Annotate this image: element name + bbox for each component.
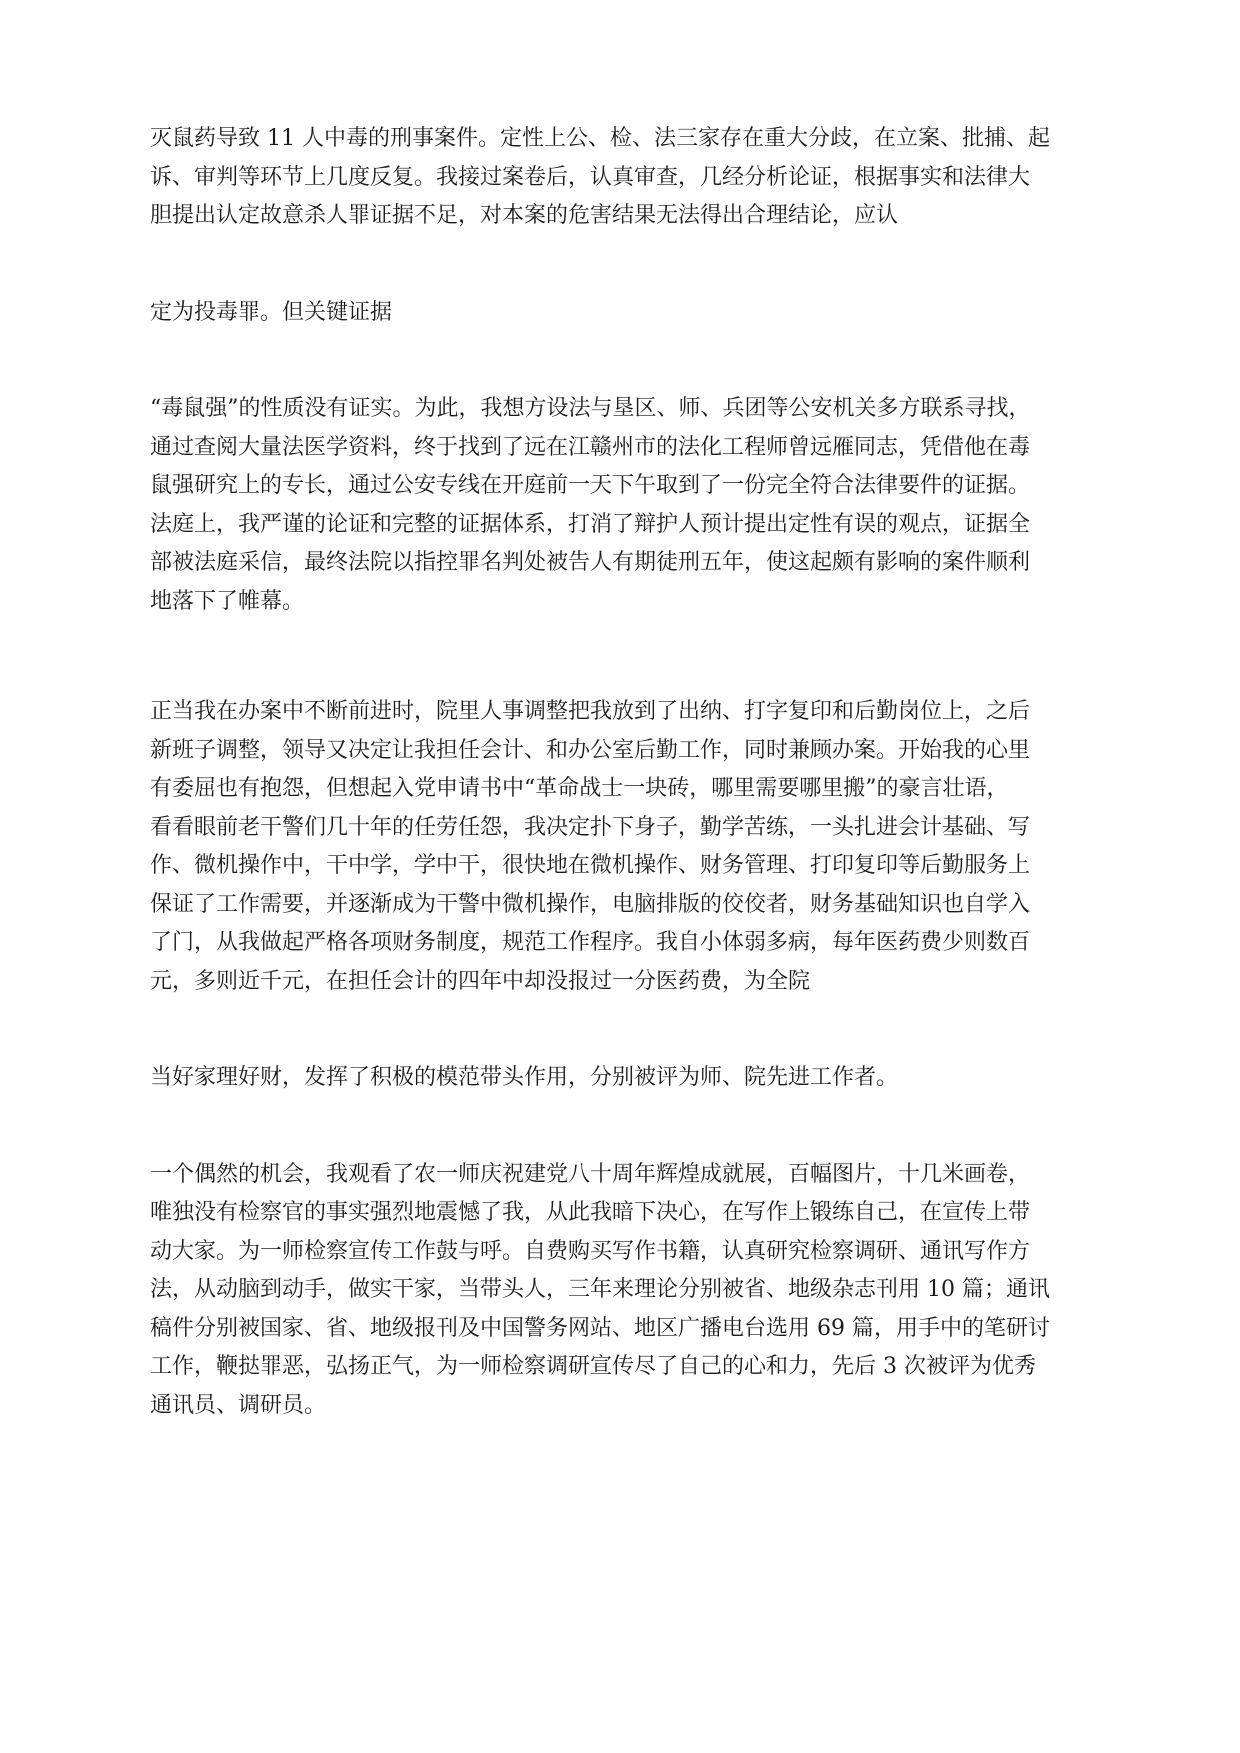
text-line: 法庭上，我严谨的论证和完整的证据体系，打消了辩护人预计提出定性有误的观点，证据全: [150, 511, 1031, 537]
text-line: 定为投毒罪。但关键证据: [150, 299, 393, 325]
text-line: 灭鼠药导致 11 人中毒的刑事案件。定性上公、检、法三家存在重大分歧，在立案、批捕、起: [150, 126, 1050, 151]
text-line: 元，多则近千元，在担任会计的四年中却没报过一分医药费，为全院: [150, 968, 811, 994]
text-line: 新班子调整，领导又决定让我担任会计、和办公室后勤工作，同时兼顾办案。开始我的心里: [150, 737, 1031, 763]
paragraph-3: [150, 390, 1110, 621]
text-line: 保证了工作需要，并逐渐成为干警中微机操作，电脑排版的佼佼者，财务基础知识也自学入: [150, 891, 1031, 917]
text-line: 一个偶然的机会，我观看了农一师庆祝建党八十周年辉煌成就展，百幅图片，十几米画卷，: [150, 1161, 1031, 1187]
text-line: 作、微机操作中，干中学，学中干，很快地在微机操作、财务管理、打印复印等后勤服务上: [150, 853, 1031, 878]
paragraph-2: [150, 294, 1110, 333]
paragraph-5: [150, 1059, 1110, 1098]
text-line: 稿件分别被国家、省、地级报刊及中国警务网站、地区广播电台选用 69 篇，用手中的笔研讨: [150, 1315, 1050, 1341]
text-line: 地落下了帷幕。: [150, 588, 305, 614]
text-line: 正当我在办案中不断前进时，院里人事调整把我放到了出纳、打字复印和后勤岗位上，之后: [150, 699, 1031, 724]
text-line: 通讯员、调研员。: [150, 1392, 327, 1418]
paragraph-1: [150, 120, 1110, 236]
text-line: 胆提出认定故意杀人罪证据不足，对本案的危害结果无法得出合理结论，应认: [150, 203, 899, 228]
text-line: 法，从动脑到动手，做实干家，当带头人，三年来理论分别被省、地级杂志刊用 10 篇；通讯: [150, 1277, 1050, 1302]
text-line: 部被法庭采信，最终法院以指控罪名判处被告人有期徒刑五年，使这起颇有影响的案件顺利: [150, 550, 1031, 575]
paragraph-4: [150, 693, 1110, 1001]
text-line: “毒鼠强”的性质没有证实。为此，我想方设法与垦区、师、兵团等公安机关多方联系寻找，: [150, 396, 1031, 421]
text-line: 看看眼前老干警们几十年的任劳任怨，我决定扑下身子，勤学苦练，一头扎进会计基础、写: [150, 814, 1031, 840]
text-line: 工作，鞭挞罪恶，弘扬正气，为一师检察调研宣传尽了自己的心和力，先后 3 次被评为优秀: [150, 1354, 1036, 1379]
text-line: 鼠强研究上的专长，通过公安专线在开庭前一天下午取到了一份完全符合法律要件的证据。: [150, 473, 1031, 498]
text-line: 唯独没有检察官的事实强烈地震憾了我，从此我暗下决心，在写作上锻练自己，在宣传上带: [150, 1200, 1031, 1225]
text-line: 诉、审判等环节上几度反复。我接过案卷后，认真审查，几经分析论证，根据事实和法律大: [150, 164, 1031, 190]
text-line: 通过查阅大量法医学资料，终于找到了远在江赣州市的法化工程师曾远雁同志，凭借他在毒: [150, 434, 1031, 460]
text-line: 当好家理好财，发挥了积极的模范带头作用，分别被评为师、院先进工作者。: [150, 1065, 899, 1090]
document-page: [150, 120, 1110, 1425]
paragraph-6: [150, 1156, 1110, 1426]
text-line: 有委屈也有抱怨，但想起入党申请书中“革命战士一块砖，哪里需要哪里搬”的豪言壮语，: [150, 776, 1009, 801]
text-line: 动大家。为一师检察宣传工作鼓与呼。自费购买写作书籍，认真研究检察调研、通讯写作方: [150, 1238, 1031, 1264]
text-line: 了门，从我做起严格各项财务制度，规范工作程序。我自小体弱多病，每年医药费少则数百: [150, 930, 1031, 955]
